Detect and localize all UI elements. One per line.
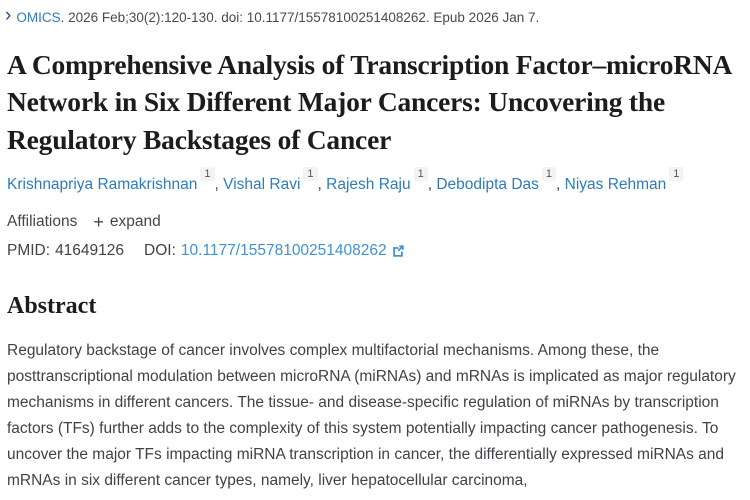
chevron-right-icon[interactable]: › [5, 5, 12, 26]
author-link[interactable]: Niyas Rehman [564, 176, 667, 194]
doi-value: 10.1177/15578100251408262 [180, 242, 387, 260]
doi-link[interactable] [181, 242, 405, 260]
authors-list [7, 168, 740, 194]
author-link[interactable]: Debodipta Das [436, 176, 539, 194]
affiliation-superscript[interactable]: 1 [414, 167, 428, 181]
external-link-icon [391, 244, 405, 258]
affiliations-label: Affiliations [7, 213, 78, 231]
author-item [223, 168, 327, 194]
identifiers-row [7, 242, 740, 260]
author-item [564, 168, 684, 194]
doi-label: DOI: [144, 242, 176, 260]
author-link[interactable]: Vishal Ravi [223, 176, 301, 194]
author-item [436, 168, 565, 194]
affiliation-superscript[interactable]: 1 [303, 167, 317, 181]
pmid-label: PMID: [7, 242, 51, 260]
author-link[interactable]: Krishnapriya Ramakrishnan [7, 176, 198, 194]
author-item [7, 168, 224, 194]
author-link[interactable]: Rajesh Raju [326, 176, 411, 194]
pmid-value: 41649126 [55, 242, 125, 260]
affiliation-superscript[interactable]: 1 [200, 167, 214, 181]
citation-details: . 2026 Feb;30(2):120-130. doi: 10.1177/15578100251408262. Epub 2026 Jan 7. [60, 9, 540, 25]
plus-icon: + [93, 211, 104, 232]
author-separator: , [556, 176, 565, 194]
abstract-heading: Abstract [7, 293, 97, 320]
expand-label: expand [109, 213, 161, 231]
author-separator: , [427, 176, 437, 194]
affiliations-row [7, 213, 740, 231]
author-separator: , [214, 176, 224, 194]
journal-citation [5, 5, 740, 26]
affiliation-superscript[interactable]: 1 [669, 167, 683, 181]
article-title: A Comprehensive Analysis of Transcription Factor–microRNA Network in Six Different Major Cancers: Uncovering the Regulatory Backstages of Cancer [7, 49, 731, 155]
journal-link[interactable]: OMICS [16, 9, 61, 25]
author-separator: , [317, 176, 327, 194]
affiliation-superscript[interactable]: 1 [542, 167, 556, 181]
abstract-text: Regulatory backstage of cancer involves complex multifactorial mechanisms. Among these, the posttranscriptional modulation between microRNA (miRNAs) and mRNAs is implicated as major regulatory mechanisms in different cancers. The tissue- and disease-specific regulation of miRNAs by transcription factors (TFs) further adds to the complexity of this system potentially impacting cancer pathogenesis. To uncover the major TFs impacting miRNA transcription in cancer, the differentially expressed miRNAs and mRNAs in six different cancer types, namely, liver hepatocellular carcinoma, [7, 342, 736, 490]
author-item [326, 168, 437, 194]
expand-affiliations-button[interactable] [93, 213, 160, 231]
